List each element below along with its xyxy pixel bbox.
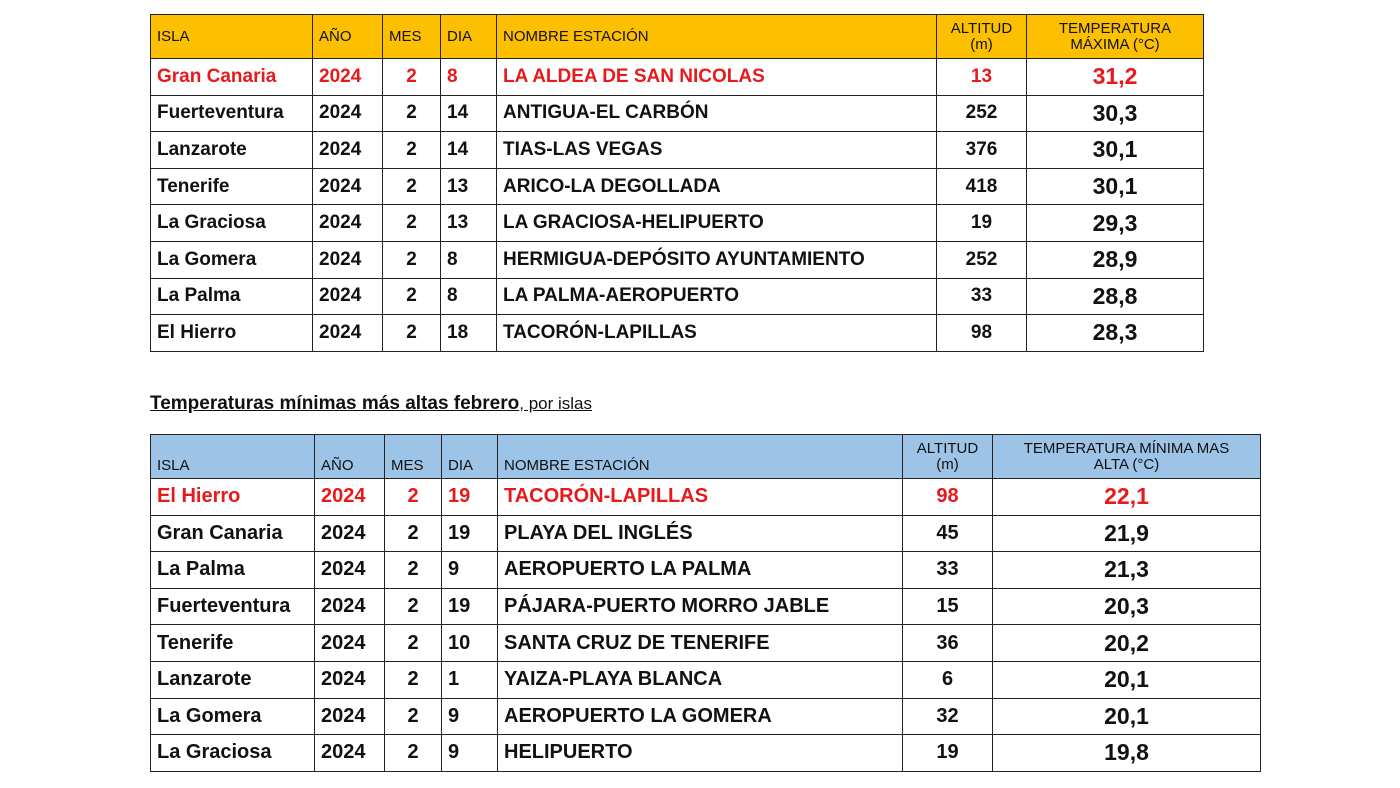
cell-isla: Tenerife [151,625,315,662]
table-row [151,95,1204,132]
cell-altitud: 418 [937,168,1027,205]
header-altitud [937,15,1027,59]
header-temperatura-line1: TEMPERATURA [1058,19,1172,37]
cell-isla: Gran Canaria [151,515,315,552]
cell-isla: La Palma [151,278,313,315]
table-row [151,479,1261,516]
header-dia: DIA [441,15,497,59]
cell-isla: La Graciosa [151,735,315,772]
cell-altitud: 252 [937,241,1027,278]
cell-dia: 19 [442,588,498,625]
cell-mes: 2 [385,735,442,772]
table-row [151,552,1261,589]
cell-temperatura: 28,9 [1027,241,1204,278]
cell-dia: 18 [441,315,497,352]
header-temperatura [993,435,1261,479]
cell-estacion: ANTIGUA-EL CARBÓN [497,95,937,132]
cell-anio: 2024 [313,278,383,315]
cell-estacion: LA PALMA-AEROPUERTO [497,278,937,315]
cell-estacion: HERMIGUA-DEPÓSITO AYUNTAMIENTO [497,241,937,278]
header-altitud-line1: ALTITUD [950,19,1013,37]
cell-dia: 8 [441,278,497,315]
table-row [151,661,1261,698]
cell-estacion: TACORÓN-LAPILLAS [498,479,903,516]
cell-mes: 2 [383,241,441,278]
header-estacion: NOMBRE ESTACIÓN [498,435,903,479]
cell-dia: 9 [442,735,498,772]
cell-anio: 2024 [315,625,385,662]
cell-dia: 14 [441,95,497,132]
cell-estacion: PÁJARA-PUERTO MORRO JABLE [498,588,903,625]
cell-altitud: 15 [903,588,993,625]
cell-isla: El Hierro [151,479,315,516]
caption-comma: , [519,394,524,413]
table-row [151,168,1204,205]
header-temperatura [1027,15,1204,59]
cell-mes: 2 [383,205,441,242]
header-altitud-line2: (m) [936,455,959,473]
table-row [151,588,1261,625]
cell-dia: 13 [441,168,497,205]
cell-altitud: 252 [937,95,1027,132]
table-row [151,315,1204,352]
cell-estacion: AEROPUERTO LA GOMERA [498,698,903,735]
table-row [151,515,1261,552]
cell-dia: 1 [442,661,498,698]
cell-estacion: TIAS-LAS VEGAS [497,132,937,169]
table-header-row [151,15,1204,59]
cell-anio: 2024 [313,59,383,96]
cell-mes: 2 [383,95,441,132]
cell-mes: 2 [383,59,441,96]
header-anio: AÑO [313,15,383,59]
cell-mes: 2 [383,132,441,169]
cell-anio: 2024 [313,241,383,278]
cell-temperatura: 31,2 [1027,59,1204,96]
table-row [151,278,1204,315]
cell-dia: 10 [442,625,498,662]
cell-altitud: 6 [903,661,993,698]
cell-temperatura: 30,1 [1027,168,1204,205]
cell-mes: 2 [385,515,442,552]
min-temperature-rows [151,479,1261,772]
table-row [151,241,1204,278]
cell-altitud: 36 [903,625,993,662]
cell-estacion: AEROPUERTO LA PALMA [498,552,903,589]
cell-temperatura: 19,8 [993,735,1261,772]
cell-anio: 2024 [315,479,385,516]
cell-estacion: LA GRACIOSA-HELIPUERTO [497,205,937,242]
cell-anio: 2024 [313,168,383,205]
cell-temperatura: 29,3 [1027,205,1204,242]
cell-altitud: 33 [937,278,1027,315]
cell-estacion: LA ALDEA DE SAN NICOLAS [497,59,937,96]
cell-mes: 2 [383,278,441,315]
cell-altitud: 98 [903,479,993,516]
min-table-caption [150,393,592,415]
cell-temperatura: 20,2 [993,625,1261,662]
cell-mes: 2 [385,661,442,698]
cell-mes: 2 [385,625,442,662]
cell-isla: Fuerteventura [151,588,315,625]
cell-dia: 9 [442,698,498,735]
cell-estacion: ARICO-LA DEGOLLADA [497,168,937,205]
cell-isla: La Graciosa [151,205,313,242]
header-mes: MES [383,15,441,59]
header-dia: DIA [442,435,498,479]
cell-isla: Fuerteventura [151,95,313,132]
cell-dia: 9 [442,552,498,589]
table-row [151,59,1204,96]
cell-temperatura: 22,1 [993,479,1261,516]
cell-isla: Lanzarote [151,661,315,698]
cell-temperatura: 21,9 [993,515,1261,552]
cell-mes: 2 [383,315,441,352]
cell-temperatura: 20,1 [993,698,1261,735]
header-altitud-line1: ALTITUD [916,439,979,457]
cell-mes: 2 [385,479,442,516]
header-estacion: NOMBRE ESTACIÓN [497,15,937,59]
header-isla: ISLA [151,15,313,59]
cell-isla: El Hierro [151,315,313,352]
cell-dia: 19 [442,479,498,516]
table-header-row [151,435,1261,479]
cell-isla: Lanzarote [151,132,313,169]
cell-altitud: 45 [903,515,993,552]
header-temperatura-line1: TEMPERATURA MÍNIMA MAS [1023,439,1230,457]
header-anio: AÑO [315,435,385,479]
caption-bold: Temperaturas mínimas más altas febrero [150,393,520,414]
cell-altitud: 33 [903,552,993,589]
cell-estacion: HELIPUERTO [498,735,903,772]
cell-temperatura: 30,3 [1027,95,1204,132]
cell-temperatura: 28,8 [1027,278,1204,315]
header-altitud-line2: (m) [970,35,993,53]
cell-dia: 14 [441,132,497,169]
cell-anio: 2024 [313,95,383,132]
cell-isla: Tenerife [151,168,313,205]
table-row [151,735,1261,772]
cell-mes: 2 [385,552,442,589]
cell-mes: 2 [385,588,442,625]
max-temperature-table [150,14,1204,352]
caption-normal: por islas [523,394,593,413]
cell-anio: 2024 [315,552,385,589]
table-row [151,205,1204,242]
cell-anio: 2024 [313,205,383,242]
table-row [151,132,1204,169]
cell-isla: La Gomera [151,241,313,278]
cell-anio: 2024 [315,515,385,552]
cell-temperatura: 28,3 [1027,315,1204,352]
cell-estacion: TACORÓN-LAPILLAS [497,315,937,352]
header-temperatura-line2: MÁXIMA (°C) [1070,35,1160,53]
cell-altitud: 19 [937,205,1027,242]
cell-anio: 2024 [313,132,383,169]
cell-isla: La Palma [151,552,315,589]
cell-mes: 2 [385,698,442,735]
header-altitud [903,435,993,479]
cell-anio: 2024 [313,315,383,352]
cell-mes: 2 [383,168,441,205]
cell-estacion: PLAYA DEL INGLÉS [498,515,903,552]
cell-temperatura: 21,3 [993,552,1261,589]
cell-altitud: 32 [903,698,993,735]
header-mes: MES [385,435,442,479]
cell-estacion: YAIZA-PLAYA BLANCA [498,661,903,698]
cell-altitud: 376 [937,132,1027,169]
min-temperature-table [150,434,1261,772]
cell-dia: 13 [441,205,497,242]
cell-estacion: SANTA CRUZ DE TENERIFE [498,625,903,662]
cell-temperatura: 30,1 [1027,132,1204,169]
cell-anio: 2024 [315,588,385,625]
cell-dia: 19 [442,515,498,552]
header-temperatura-line2: ALTA (°C) [1093,455,1160,473]
cell-dia: 8 [441,59,497,96]
cell-temperatura: 20,3 [993,588,1261,625]
max-temperature-rows [151,59,1204,352]
cell-altitud: 98 [937,315,1027,352]
cell-anio: 2024 [315,661,385,698]
cell-altitud: 19 [903,735,993,772]
cell-isla: Gran Canaria [151,59,313,96]
header-isla: ISLA [151,435,315,479]
table-row [151,625,1261,662]
cell-altitud: 13 [937,59,1027,96]
cell-anio: 2024 [315,735,385,772]
table-row [151,698,1261,735]
cell-temperatura: 20,1 [993,661,1261,698]
cell-anio: 2024 [315,698,385,735]
cell-dia: 8 [441,241,497,278]
cell-isla: La Gomera [151,698,315,735]
